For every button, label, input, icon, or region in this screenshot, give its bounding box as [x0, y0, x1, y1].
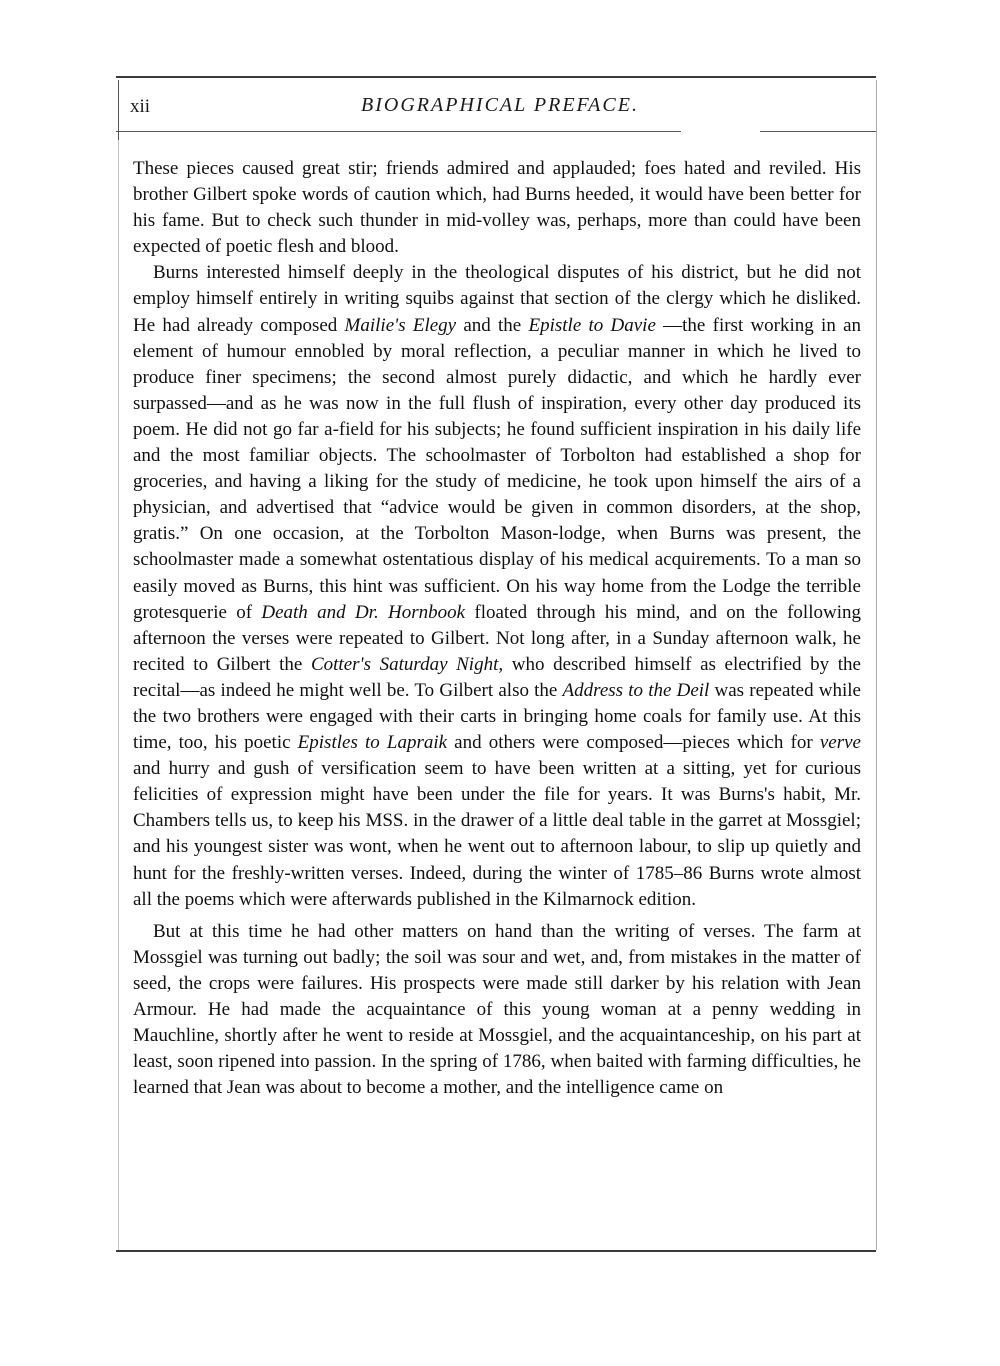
- header-rule-left: [116, 131, 681, 132]
- text-run: and the: [456, 314, 529, 336]
- top-rule: [116, 76, 876, 78]
- italic-title: Cotter's Saturday Night,: [310, 653, 504, 675]
- text-run: —the first working in an element of humour ennobled by moral reflection, a peculiar manner in which he lived to produce finer specimens; the second almost purely didactic, and which he hardly ever surpassed—and as he was now in the full flush of inspiration, every other day produced its poem. He did not go far a-field for his subjects; he found sufficient inspiration in his daily life and the most familiar objects. The schoolmaster of Torbolton had established a shop for groceries, and having a liking for the study of medicine, he took upon himself the airs of a physician, and advertised that “advice would be given in common disorders, at the shop, gratis.” On one occasion, at the Torbolton Mason-lodge, when Burns was present, the schoolmaster made a somewhat ostentatious display of his medical acquirements. To a man so easily moved as Burns, this hint was sufficient. On his way home from the Lodge the terrible grotesquerie of: [133, 314, 861, 623]
- italic-title: Epistle to Davie: [528, 314, 656, 336]
- italic-title: Address to the Deil: [562, 679, 710, 701]
- left-edge-line-faint: [118, 140, 119, 1250]
- text-run: and hurry and gush of versification seem to have been written at a sitting, yet for curious felicities of expression might have been under the file for years. It was Burns's habit, Mr. Chambers tells us, to keep his MSS. in the drawer of a little deal table in the garret at Mossgiel; and his youngest sister was wont, when he went out to afternoon labour, to slip up quietly and hunt for the freshly-written verses. Indeed, during the winter of 1785–86 Burns wrote almost all the poems which were afterwards published in the Kilmarnock edition.: [133, 758, 861, 910]
- body-text: [133, 156, 861, 1101]
- text-run: Burns interested himself deeply in the theological disputes of his district, but he did not employ himself entirely in writing squibs against that section of the clergy which he disliked. He had already composed: [133, 262, 861, 336]
- text-run: But at this time he had other matters on hand than the writing of verses. The farm at Mossgiel was turning out badly; the soil was sour and wet, and, from mistakes in the matter of seed, the crops were failures. His prospects were made still darker by his relation with Jean Armour. He had made the acquaintance of this young woman at a penny wedding in Mauchline, shortly after he went to reside at Mossgiel, and the acquaintanceship, on his part at least, soon ripened into passion. In the spring of 1786, when baited with farming difficulties, he learned that Jean was about to become a mother, and the intelligence came on: [133, 920, 861, 1099]
- text-run: These pieces caused great stir; friends admired and applauded; foes hated and reviled. His brother Gilbert spoke words of caution which, had Burns heeded, it would have been better for his fame. But to check such thunder in mid-volley was, perhaps, more than could have been expected of poetic flesh and blood.: [133, 158, 861, 258]
- paragraph-1: [133, 156, 861, 260]
- paragraph-2: [133, 260, 861, 912]
- text-run: was repeated while the two brothers were engaged with their carts in bringing home coals for family use. At this time, too, his poetic: [133, 679, 861, 754]
- running-head: BIOGRAPHICAL PREFACE.: [361, 94, 639, 116]
- bottom-rule: [116, 1250, 876, 1252]
- right-edge-line: [876, 80, 877, 1250]
- text-run: who described himself as electrified by the recital—as indeed he might well be. To Gilbert also the: [133, 653, 861, 701]
- paragraph-3: [133, 919, 861, 1102]
- page-number: xii: [130, 96, 151, 117]
- italic-title: verve: [819, 732, 861, 754]
- text-run: floated through his mind, and on the following afternoon the verses were repeated to Gilbert. Not long after, in a Sunday afternoon walk, he recited to Gilbert the: [133, 601, 861, 675]
- header-rule-right: [760, 131, 876, 132]
- italic-title: Epistles to Lapraik: [297, 732, 448, 754]
- italic-title: Mailie's Elegy: [344, 314, 457, 336]
- text-run: and others were composed—pieces which for: [447, 732, 820, 754]
- italic-title: Death and Dr. Hornbook: [261, 601, 466, 623]
